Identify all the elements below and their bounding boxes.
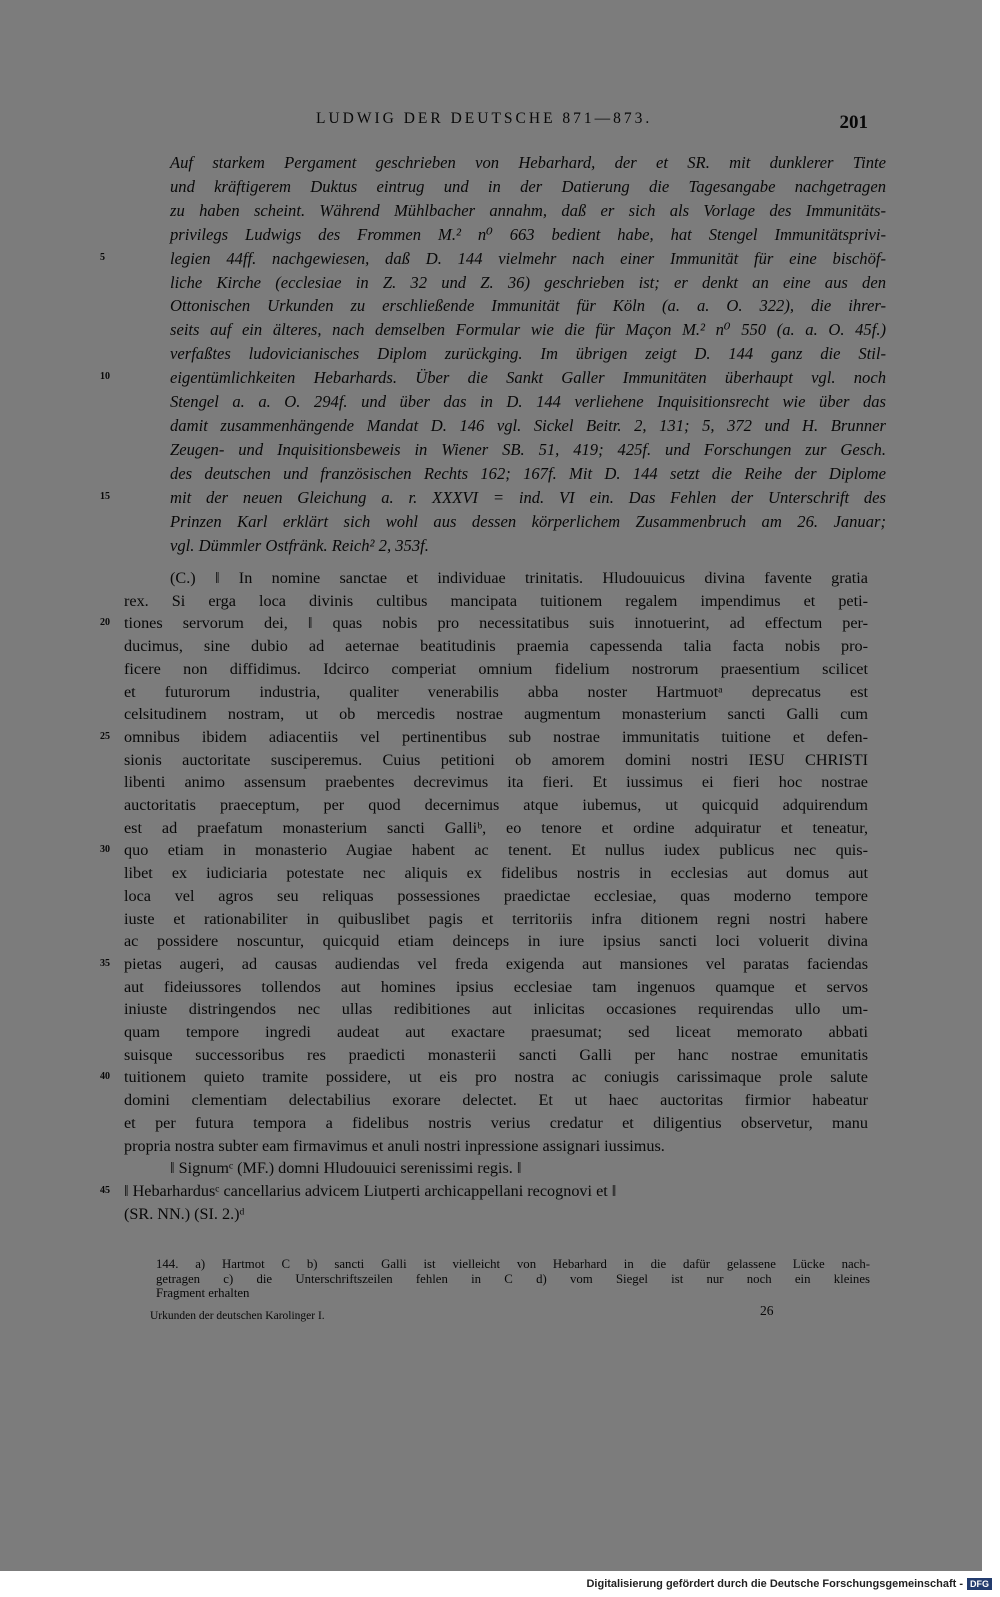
- charter-line: pietas augeri, ad causas audiendas vel freda exigenda aut mansiones vel paratas faciendas: [124, 954, 868, 973]
- charter-line: domini clementiam delectabilius exorare delectet. Et ut haec auctoritas firmior habeatur: [124, 1091, 868, 1110]
- charter-text: [124, 567, 868, 1225]
- charter-line: iuste et rationabiliter in quibuslibet pagis et territoriis infra ditionem regni nostri habere: [124, 909, 868, 928]
- commentary-line: damit zusammenhängende Mandat D. 146 vgl. Sickel Beitr. 2, 131; 5, 372 und H. Brunner: [170, 415, 886, 435]
- commentary-line: seits auf ein älteres, nach demselben Formular wie die für Maçon M.² n⁰ 550 (a. a. O. 45f.): [170, 320, 886, 340]
- sheet-signature: 26: [760, 1303, 774, 1318]
- charter-line: ‖ Signumᶜ (MF.) domni Hludouuici serenissimi regis. ‖: [170, 1159, 522, 1178]
- footnote-line: 144. a) Hartmot C b) sancti Galli ist vielleicht von Hebarhard in die dafür gelassene Lücke nach-: [156, 1257, 870, 1271]
- commentary-line: Auf starkem Pergament geschrieben von Hebarhard, der et SR. mit dunklerer Tinte: [170, 153, 886, 172]
- charter-line: iniuste distringendos nec ullas redibitiones aut inlicitas occasiones requirendas ullo um-: [124, 1000, 868, 1019]
- charter-line: auctoritatis praeceptum, per quod decernimus atque iubemus, ut quicquid adquirendum: [124, 796, 868, 815]
- line-number: 15: [100, 490, 110, 502]
- charter-line: ac possidere noscuntur, quicquid etiam deinceps in iure ipsius sancti loci voluerit divina: [124, 932, 868, 951]
- line-number: 25: [100, 730, 110, 742]
- signature-line: Urkunden der deutschen Karolinger I.: [150, 1310, 325, 1322]
- commentary-line: Ottonischen Urkunden zu erschließende Immunität für Köln (a. a. O. 322), die ihrer-: [170, 296, 886, 316]
- charter-line: ducimus, sine dubio ad aeternae beatitudinis praemia capessenda talia facta nobis pro-: [124, 637, 868, 656]
- commentary-paragraph: [170, 151, 886, 557]
- commentary-line: Zeugen- und Inquisitionsbeweis in Wiener SB. 51, 419; 425f. und Forschungen zur Gesch.: [170, 439, 886, 459]
- line-number: 30: [100, 844, 110, 856]
- charter-line: loca vel agros seu reliquas possessiones praedictae ecclesiae, quas moderno tempore: [124, 886, 868, 905]
- footnote-line: Fragment erhalten: [156, 1286, 250, 1300]
- commentary-line: zu haben scheint. Während Mühlbacher annahm, daß er sich als Vorlage des Immunitäts-: [170, 200, 886, 220]
- charter-line: (SR. NN.) (SI. 2.)ᵈ: [124, 1204, 245, 1223]
- line-number: 10: [100, 371, 110, 383]
- commentary-line: und kräftigerem Duktus eintrug und in der Datierung die Tagesangabe nachgetragen: [170, 176, 886, 196]
- charter-line: tiones servorum dei, ‖ quas nobis pro necessitatibus suis innotuerint, ad effectum per-: [124, 614, 868, 633]
- commentary-line: des deutschen und französischen Rechts 162; 167f. Mit D. 144 setzt die Reihe der Diplome: [170, 463, 886, 483]
- charter-line: et futurorum industria, qualiter venerabilis abba noster Hartmuotᵃ deprecatus est: [124, 682, 868, 701]
- charter-line: ‖ Hebarhardusᶜ cancellarius advicem Liutperti archicappellani recognovi et ‖: [124, 1181, 617, 1200]
- commentary-line: Prinzen Karl erklärt sich wohl aus dessen körperlichem Zusammenbruch am 26. Januar;: [170, 511, 886, 531]
- commentary-line: legien 44ff. nachgewiesen, daß D. 144 vielmehr nach einer Immunität für eine bischöf-: [170, 248, 886, 268]
- commentary-line: verfaßtes ludovicianisches Diplom zurückging. Im übrigen zeigt D. 144 ganz die Stil-: [170, 344, 886, 364]
- charter-line: quam tempore ingredi audeat aut exactare praesumat; sed liceat memorato abbati: [124, 1023, 868, 1042]
- page-number: 201: [839, 112, 868, 133]
- charter-line: quo etiam in monasterio Augiae habent ac tenent. Et nullus iudex publicus nec quis-: [124, 841, 868, 860]
- dfg-logo: DFG: [967, 1578, 992, 1590]
- line-number: 35: [100, 957, 110, 969]
- charter-line: tuitionem quieto tramite possidere, ut eis pro nostra ac coniugis carissimaque prole salute: [124, 1068, 868, 1087]
- charter-line: rex. Si erga loca divinis cultibus mancipata tuitionem regalem impendimus et peti-: [124, 591, 868, 610]
- charter-line: est ad praefatum monasterium sancti Galliᵇ, eo tenore et ordine adquiratur et teneatur,: [124, 818, 868, 837]
- commentary-line: mit der neuen Gleichung a. r. XXXVI = ind. VI ein. Das Fehlen der Unterschrift des: [170, 487, 886, 507]
- line-number: 5: [100, 251, 105, 263]
- dfg-credit-text: Digitalisierung gefördert durch die Deutsche Forschungsgemeinschaft -: [586, 1578, 963, 1590]
- footnote-line: getragen c) die Unterschriftszeilen fehlen in C d) vom Siegel ist nur noch ein kleines: [156, 1271, 870, 1286]
- commentary-line: liche Kirche (ecclesiae in Z. 32 und Z. 36) geschrieben ist; er denkt an eine aus den: [170, 272, 886, 292]
- commentary-line: eigentümlichkeiten Hebarhards. Über die Sankt Galler Immunitäten überhaupt vgl. noch: [170, 368, 886, 388]
- commentary-line: privilegs Ludwigs des Frommen M.² n⁰ 663 bedient habe, hat Stengel Immunitätsprivi-: [170, 224, 886, 244]
- charter-line: aut fideiussores tollendos aut homines ipsius ecclesiae tam ingenuos quamque et servos: [124, 977, 868, 996]
- dfg-credit: [586, 1578, 992, 1590]
- charter-line: suisque successoribus res praedicti monasterii sancti Galli per hanc nostrae emunitatis: [124, 1045, 868, 1064]
- line-number: 40: [100, 1071, 110, 1083]
- charter-line: libenti animo assensum praebentes decrevimus ita fieri. Et iussimus ei fieri hoc nostrae: [124, 773, 868, 792]
- charter-line: celsitudinem nostram, ut ob mercedis nostrae augmentum monasterium sancti Galli cum: [124, 705, 868, 724]
- commentary-line: Stengel a. a. O. 294f. und über das in D. 144 verliehene Inquisitionsrecht wie über das: [170, 392, 886, 412]
- charter-line: et per futura tempora a fidelibus nostris verius credatur et diligentius observetur, manu: [124, 1113, 868, 1132]
- footnotes: [156, 1257, 870, 1301]
- charter-line: propria nostra subter eam firmavimus et anuli nostri inpressione assignari iussimus.: [124, 1136, 665, 1155]
- charter-line: sionis auctoritate susciperemus. Cuius petitioni ob amorem domini nostri IESU CHRISTI: [124, 750, 868, 769]
- charter-line: (C.) ‖ In nomine sanctae et individuae trinitatis. Hludouuicus divina favente gratia: [170, 569, 868, 587]
- line-number: 20: [100, 617, 110, 629]
- commentary-line: vgl. Dümmler Ostfränk. Reich² 2, 353f.: [170, 535, 429, 555]
- charter-line: ficere non diffidimus. Idcirco comperiat omnium fidelium nostrorum praesentium scilicet: [124, 659, 868, 678]
- charter-line: libet ex iudiciaria potestate nec aliquis ex fidelibus nostris in ecclesias aut domus aut: [124, 864, 868, 883]
- charter-line: omnibus ibidem adiacentiis vel pertinentibus sub nostrae immunitatis tuitione et defen-: [124, 727, 868, 746]
- line-number: 45: [100, 1184, 110, 1196]
- running-header-title: LUDWIG DER DEUTSCHE 871—873.: [316, 110, 653, 127]
